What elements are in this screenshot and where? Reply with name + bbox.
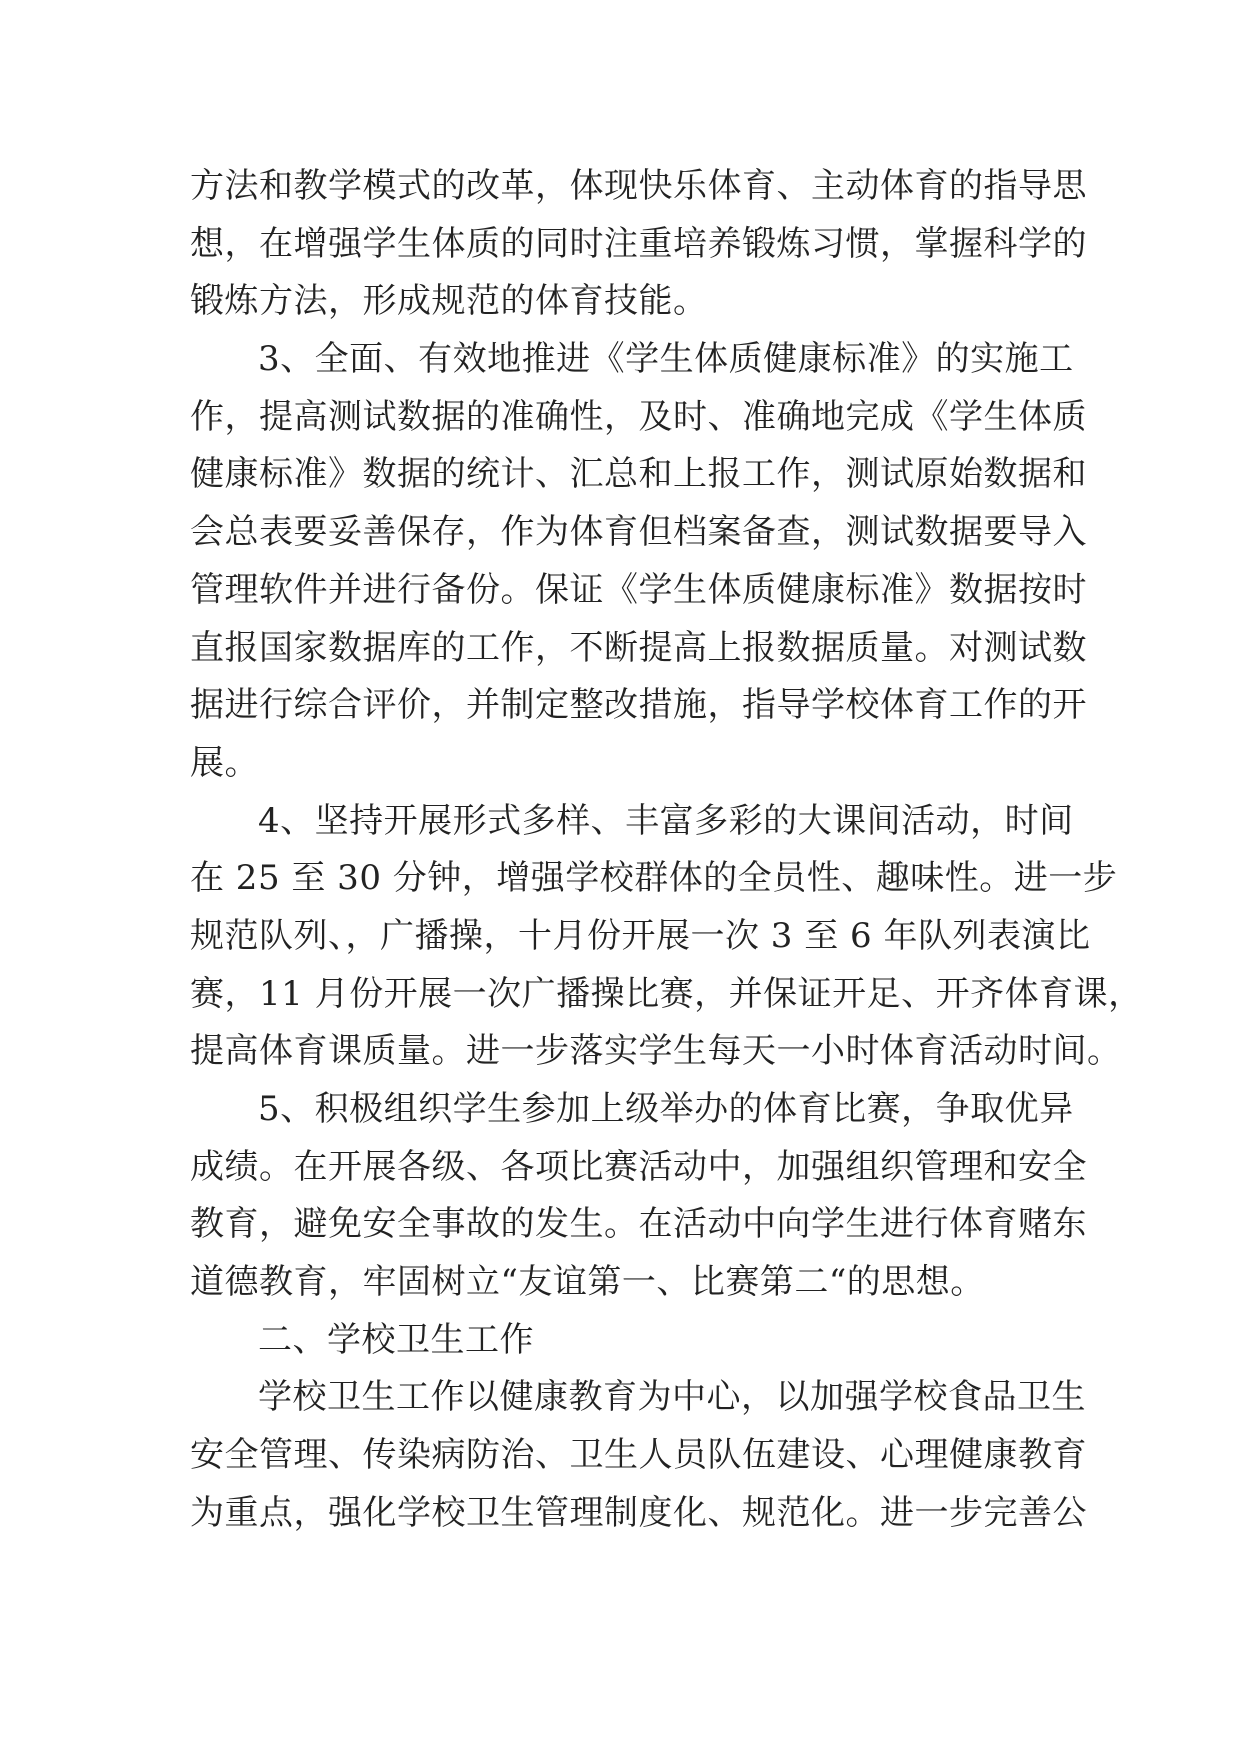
text-line: 安全管理、传染病防治、卫生人员队伍建设、心理健康教育	[190, 1435, 1087, 1476]
text-line: 为重点，强化学校卫生管理制度化、规范化。进一步完善公	[190, 1492, 1087, 1533]
text-line: 二、学校卫生工作	[258, 1319, 534, 1360]
text-line: 道德教育，牢固树立“友谊第一、比赛第二“的思想。	[190, 1262, 985, 1303]
text-line: 学校卫生工作以健康教育为中心，以加强学校食品卫生	[258, 1377, 1086, 1418]
text-line: 作，提高测试数据的准确性，及时、准确地完成《学生体质	[190, 396, 1087, 437]
text-line: 规范队列、，广播操，十月份开展一次 3 至 6 年队列表演比	[190, 915, 1091, 956]
text-line: 会总表要妥善保存，作为体育但档案备查，测试数据要导入	[190, 512, 1087, 553]
text-line: 在 25 至 30 分钟，增强学校群体的全员性、趣味性。进一步	[190, 858, 1118, 899]
text-line: 直报国家数据库的工作，不断提高上报数据质量。对测试数	[190, 627, 1087, 668]
text-line: 展。	[190, 742, 259, 783]
text-line: 成绩。在开展各级、各项比赛活动中，加强组织管理和安全	[190, 1146, 1087, 1187]
text-line: 3、全面、有效地推进《学生体质健康标准》的实施工	[258, 339, 1074, 380]
text-line: 方法和教学模式的改革，体现快乐体育、主动体育的指导思	[190, 166, 1087, 206]
text-line: 健康标准》数据的统计、汇总和上报工作，测试原始数据和	[190, 454, 1087, 495]
text-line: 4、坚持开展形式多样、丰富多彩的大课间活动，时间	[258, 800, 1074, 841]
text-line: 据进行综合评价，并制定整改措施，指导学校体育工作的开	[190, 685, 1087, 726]
text-line: 锻炼方法，形成规范的体育技能。	[190, 281, 708, 322]
text-line: 提高体育课质量。进一步落实学生每天一小时体育活动时间。	[190, 1031, 1122, 1072]
text-line: 教育，避免安全事故的发生。在活动中向学生进行体育赌东	[190, 1204, 1087, 1245]
text-line: 想，在增强学生体质的同时注重培养锻炼习惯，掌握科学的	[190, 223, 1087, 264]
document-body	[190, 158, 1143, 1543]
text-line: 管理软件并进行备份。保证《学生体质健康标准》数据按时	[190, 569, 1087, 610]
text-line: 5、积极组织学生参加上级举办的体育比赛，争取优异	[258, 1089, 1074, 1129]
text-line: 赛，11 月份开展一次广播操比赛，并保证开足、开齐体育课，	[190, 973, 1143, 1014]
